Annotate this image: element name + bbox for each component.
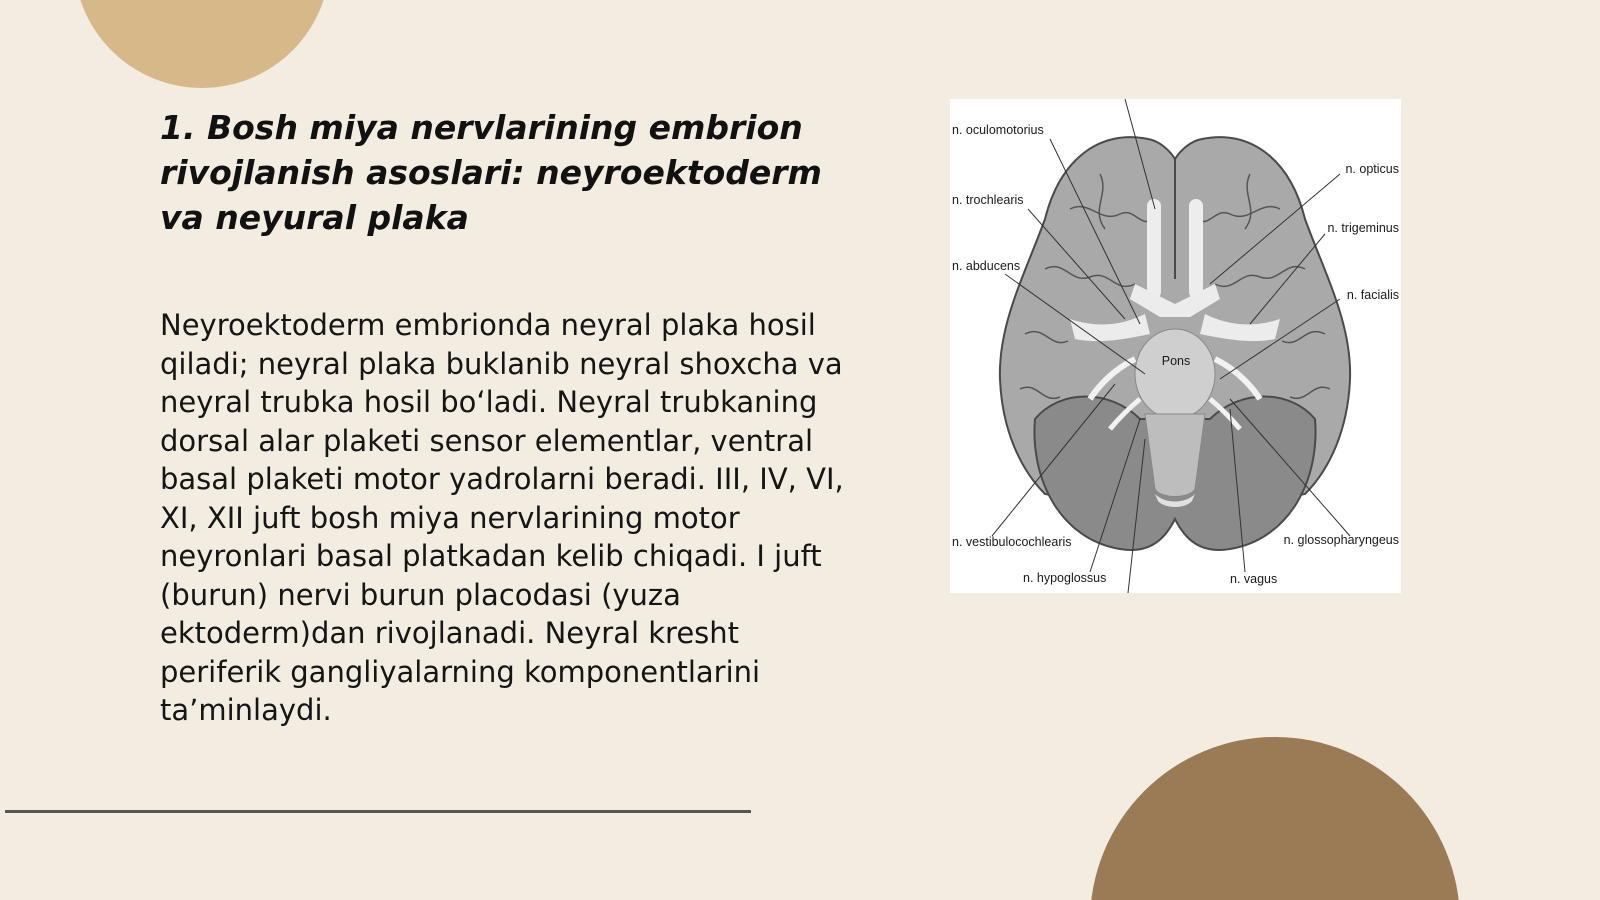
- slide-title: 1. Bosh miya nervlarining embrion rivojlanish asoslari: neyroektoderm va neyural plaka: [160, 108, 822, 237]
- label-facialis: n. facialis: [1346, 288, 1399, 302]
- brain-illustration: [950, 99, 1401, 593]
- decorative-circle-bottom: [1090, 737, 1460, 900]
- olfactory-tract-right: [1189, 199, 1203, 299]
- label-abducens: n. abducens: [952, 259, 1021, 273]
- label-hypoglossus: n. hypoglossus: [1023, 571, 1107, 585]
- decorative-circle-top: [74, 0, 330, 88]
- label-trigeminus: n. trigeminus: [1327, 221, 1399, 235]
- label-trochlearis: n. trochlearis: [952, 193, 1024, 207]
- label-oculomotorius: n. oculomotorius: [952, 123, 1044, 137]
- brain-cranial-nerves-figure: [950, 99, 1401, 593]
- label-pons: Pons: [1161, 354, 1191, 368]
- label-glossopharyngeus: n. glossopharyngeus: [1283, 533, 1399, 547]
- label-vestibulocochlearis: n. vestibulocochlearis: [952, 535, 1072, 549]
- olfactory-tract-left: [1147, 199, 1161, 299]
- label-vagus: n. vagus: [1230, 572, 1278, 586]
- divider-line: [5, 810, 751, 813]
- slide-body-text: Neyroektoderm embrionda neyral plaka hosil qiladi; neyral plaka buklanib neyral shoxcha va neyral trubka hosil bo‘ladi. Neyral trubkaning dorsal alar plaketi sensor elementlar, ventral basal plaketi motor yadrolarni beradi. III, IV, VI, XI, XII juft bosh miya nervlarining motor neyronlari basal platkadan kelib chiqadi. I juft (burun) nervi burun placodasi (yuza ektoderm)dan rivojlanadi. Neyral kresht periferik gangliyalarning komponentlarini ta’minlaydi.: [160, 308, 844, 727]
- label-opticus: n. opticus: [1345, 162, 1399, 176]
